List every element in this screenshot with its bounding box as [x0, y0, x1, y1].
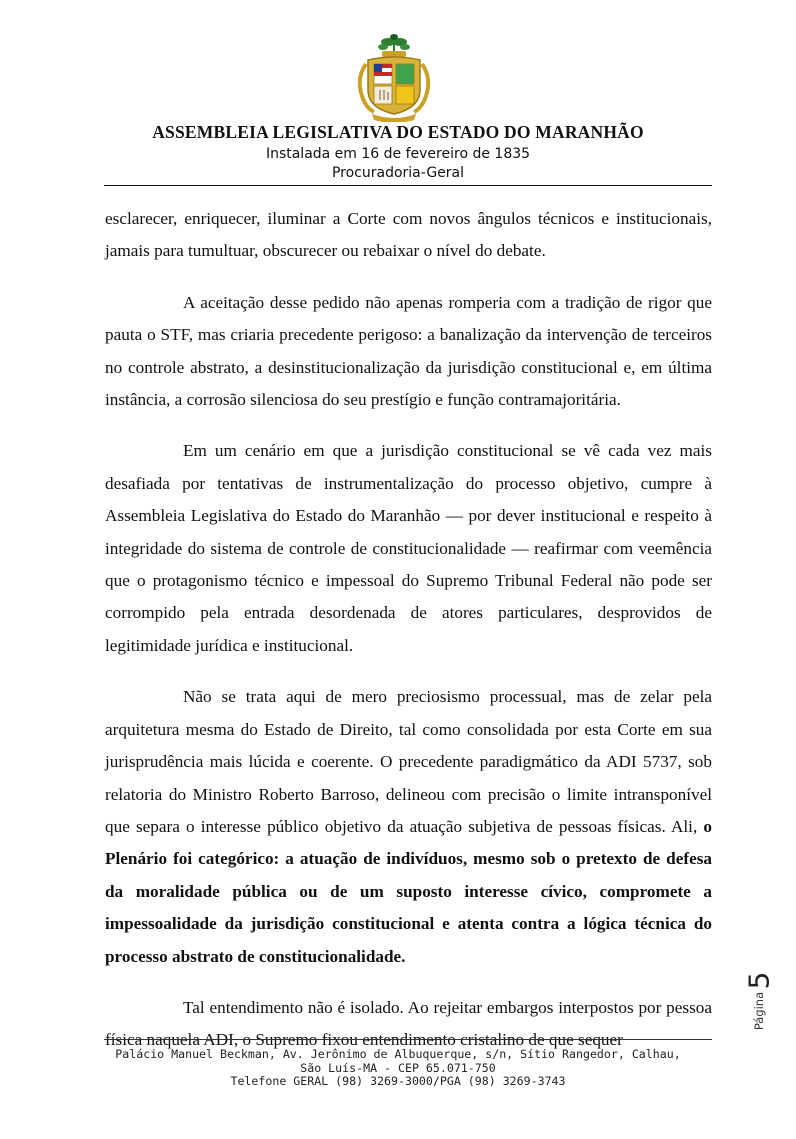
organization-department: Procuradoria-Geral — [331, 165, 465, 181]
organization-founded-line: Instalada em 16 de fevereiro de 1835 — [265, 146, 531, 162]
paragraph-5: Tal entendimento não é isolado. Ao rejeitar embargos interpostos por pessoa física naquela ADI, o Supremo fixou entendimento cristalino de que sequer — [105, 997, 712, 1050]
paragraph-2: A aceitação desse pedido não apenas romperia com a tradição de rigor que pauta o STF, mas criaria precedente perigoso: a banalização da intervenção de terceiros no controle abstrato, a desinstitucionalização da jurisdição constitucional e, em última instância, a corrosão silenciosa do seu prestígio e função contramajoritária. — [105, 292, 712, 410]
organization-title: ASSEMBLEIA LEGISLATIVA DO ESTADO DO MARANHÃO — [152, 122, 644, 142]
footer-address — [0, 1048, 796, 1089]
page-number-value: 5 — [742, 971, 776, 990]
footer-divider — [104, 1039, 712, 1040]
page-number — [742, 968, 782, 1038]
paragraph-1: esclarecer, enriquecer, iluminar a Corte com novos ângulos técnicos e institucionais, jamais para tumultuar, obscurecer ou rebaixar o nível do debate. — [105, 209, 712, 261]
footer-line-1: Palácio Manuel Beckman, Av. Jerônimo de Albuquerque, s/n, Sítio Rangedor, Calhau, — [115, 1047, 681, 1061]
page-number-label: Página — [752, 991, 766, 1031]
paragraph-4-emphasis: o Plenário foi categórico: a atuação de indivíduos, mesmo sob o pretexto de defesa da moralidade pública ou de um suposto interesse cívico, compromete a impessoalidade da jurisdição constitucional e atenta contra a lógica técnica do processo abstrato de constitucionalidade. — [105, 816, 712, 966]
document-body — [105, 203, 712, 1076]
header-divider — [104, 185, 712, 186]
coat-of-arms-icon — [354, 34, 434, 122]
paragraph-4-text: Não se trata aqui de mero preciosismo processual, mas de zelar pela arquitetura mesma do Estado de Direito, tal como consolidada por esta Corte em sua jurisprudência mais lúcida e coerente. O precedente paradigmático da ADI 5737, sob relatoria do Ministro Roberto Barroso, delineou com precisão o limite intransponível que separa o interesse público objetivo da atuação subjetiva de pessoas físicas. Ali, — [105, 687, 712, 836]
paragraph-4 — [105, 681, 712, 973]
paragraph-3: Em um cenário em que a jurisdição constitucional se vê cada vez mais desafiada por tentativas de instrumentalização do processo objetivo, cumpre à Assembleia Legislativa do Estado do Maranhão — por dever institucional e respeito à integridade do sistema de controle de constitucionalidade — reafirmar com veemência que o protagonismo técnico e impessoal do Supremo Tribunal Federal não pode ser corrompido pela entrada desordenada de atores particulares, desprovidos de legitimidade jurídica e institucional. — [105, 441, 712, 655]
footer-line-3: Telefone GERAL (98) 3269-3000/PGA (98) 3269-3743 — [230, 1074, 566, 1088]
footer-line-2: São Luís-MA - CEP 65.071-750 — [300, 1060, 496, 1075]
